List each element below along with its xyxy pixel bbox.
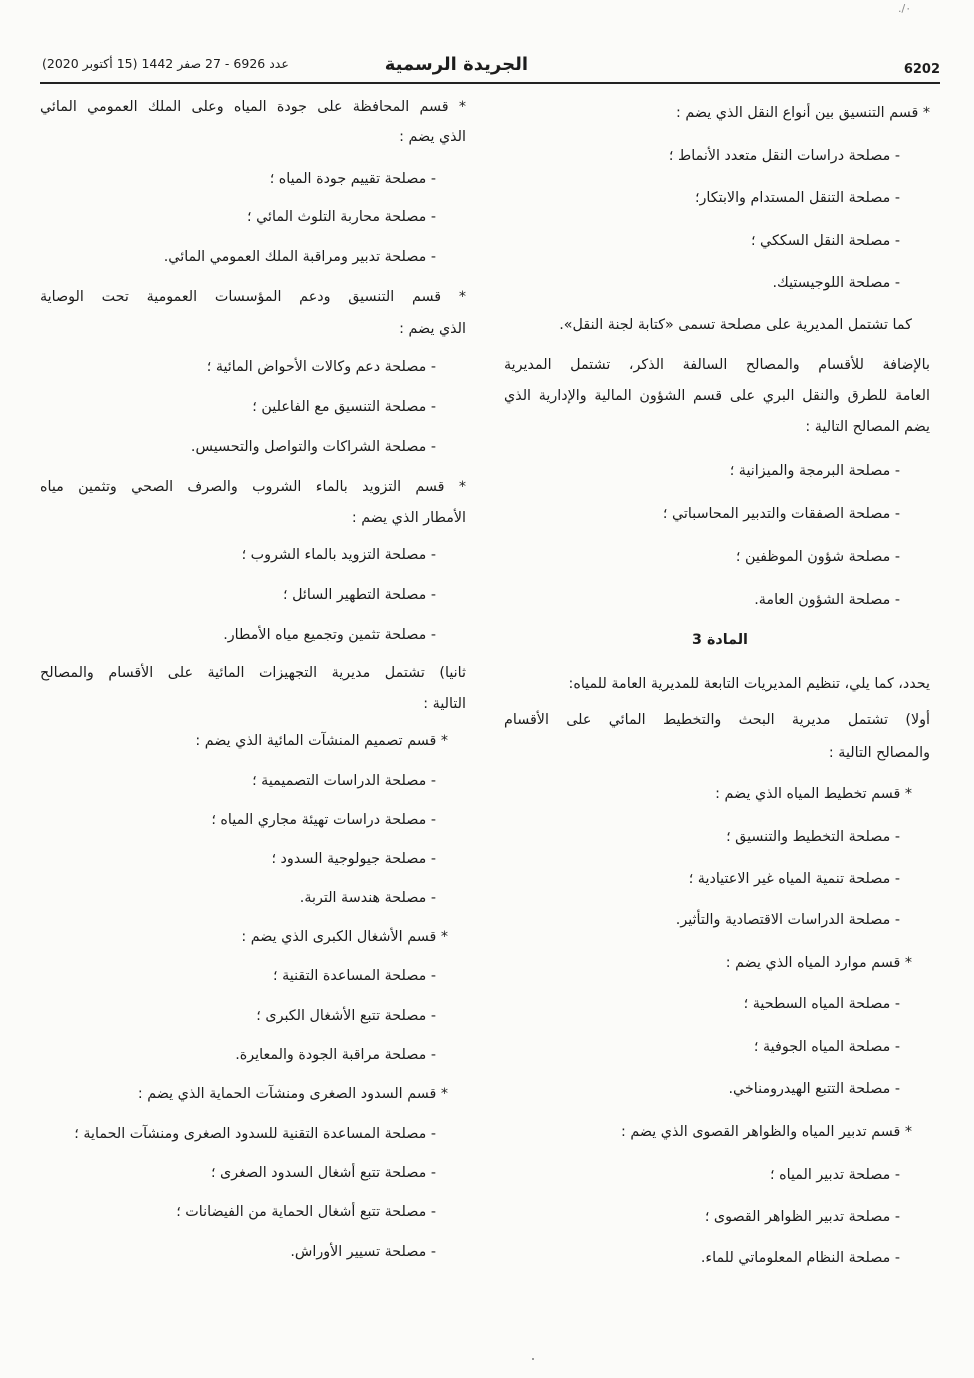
service-item: - مصلحة المياه السطحية ؛ (743, 996, 900, 1012)
section-heading: * قسم تدبير المياه والظواهر القصوى الذي يضم : (620, 1124, 912, 1140)
service-item: - مصلحة تسيير الأوراش. (290, 1244, 436, 1260)
service-item: - مصلحة مراقبة الجودة والمعايرة. (235, 1047, 436, 1063)
service-item: - مصلحة جيولوجية السدود ؛ (271, 851, 436, 867)
service-item: - مصلحة المساعدة التقنية للسدود الصغرى ومنشآت الحماية ؛ (74, 1126, 436, 1142)
article-title: المادة 3 (692, 632, 748, 648)
section-heading: الأمطار الذي يضم : (351, 510, 466, 526)
section-heading: الذي يضم : (399, 321, 466, 337)
service-item: - مصلحة المساعدة التقنية ؛ (273, 968, 436, 984)
service-item: - مصلحة التطهير السائل ؛ (283, 587, 436, 603)
service-item: - مصلحة تنمية المياه غير الاعتيادية ؛ (688, 871, 900, 887)
service-item: - مصلحة دراسات تهيئة مجاري المياه ؛ (211, 812, 436, 828)
service-item: - مصلحة النقل السككي ؛ (750, 233, 900, 249)
section-heading: * قسم التنسيق بين أنواع النقل الذي يضم : (675, 105, 930, 121)
service-item: - مصلحة تثمين وتجميع مياه الأمطار. (223, 627, 436, 643)
section-heading: * قسم تخطيط المياه الذي يضم : (715, 786, 912, 802)
paragraph-line: العامة للطرق والنقل البري على قسم الشؤون المالية والإدارية الذي (504, 388, 930, 404)
paragraph-line: يحدد، كما يلي، تنظيم المديريات التابعة للمديرية العامة للمياه: (568, 676, 930, 692)
paragraph-line: أولا) تشتمل مديرية البحث والتخطيط المائي على الأقسام (504, 712, 930, 728)
service-item: - مصلحة التزويد بالماء الشروب ؛ (241, 547, 436, 563)
service-item: - مصلحة تتبع أشغال السدود الصغرى ؛ (210, 1165, 436, 1181)
paragraph-line: بالإضافة للأقسام والمصالح السالفة الذكر، تشتمل المديرية (504, 357, 930, 373)
service-item: - مصلحة الدراسات الاقتصادية والتأثير. (675, 912, 900, 928)
paragraph-line: ثانيا) تشتمل مديرية التجهيزات المائية على الأقسام والمصالح (40, 665, 466, 681)
service-item: - مصلحة تقييم جودة المياه ؛ (269, 171, 436, 187)
paragraph-line: يضم المصالح التالية : (805, 419, 930, 435)
service-item: - مصلحة اللوجيستيك. (772, 275, 900, 291)
section-heading: * قسم السدود الصغرى ومنشآت الحماية الذي يضم : (137, 1086, 448, 1102)
paragraph-line: كما تشتمل المديرية على مصلحة تسمى «كتابة لجنة النقل». (559, 317, 912, 333)
paragraph-line: التالية : (423, 696, 466, 712)
section-heading: * قسم تصميم المنشآت المائية الذي يضم : (195, 733, 448, 749)
service-item: - مصلحة محاربة التلوث المائي ؛ (247, 209, 436, 225)
service-item: - مصلحة دعم وكالات الأحواض المائية ؛ (206, 359, 436, 375)
paragraph-line: والمصالح التالية : (828, 745, 930, 761)
service-item: - مصلحة التنسيق مع الفاعلين ؛ (252, 399, 436, 415)
service-item: - مصلحة التخطيط والتنسيق ؛ (726, 829, 900, 845)
service-item: - مصلحة تتبع أشغال الحماية من الفيضانات ؛ (176, 1204, 436, 1220)
service-item: - مصلحة تدبير ومراقبة الملك العمومي المائي. (163, 249, 436, 265)
service-item: - مصلحة الشراكات والتواصل والتحسيس. (190, 439, 436, 455)
service-item: - مصلحة المياه الجوفية ؛ (753, 1039, 900, 1055)
service-item: - مصلحة تدبير المياه ؛ (770, 1167, 900, 1183)
header-rule (40, 82, 940, 84)
section-heading: * قسم الأشغال الكبرى الذي يضم : (241, 929, 448, 945)
scan-speck (532, 1358, 534, 1360)
service-item: - مصلحة الدراسات التصميمية ؛ (252, 773, 436, 789)
section-heading: * قسم المحافظة على جودة المياه وعلى الملك العمومي المائي (40, 99, 466, 115)
service-item: - مصلحة تدبير الظواهر القصوى ؛ (704, 1209, 900, 1225)
service-item: - مصلحة الشؤون العامة. (754, 592, 900, 608)
section-heading: * قسم موارد المياه الذي يضم : (725, 955, 912, 971)
service-item: - مصلحة دراسات النقل متعدد الأنماط ؛ (668, 148, 900, 164)
service-item: - مصلحة هندسة التربة. (299, 890, 436, 906)
page-header (40, 54, 940, 80)
section-heading: الذي يضم : (399, 129, 466, 145)
service-item: - مصلحة شؤون الموظفين ؛ (735, 549, 900, 565)
service-item: - مصلحة التتبع الهيدرومناخي. (728, 1081, 900, 1097)
gazette-title: الجريدة الرسمية (384, 54, 528, 75)
issue-info: عدد 6926 - 27 صفر 1442 (15 أكتوبر 2020) (42, 56, 289, 71)
corner-mark: ٠/. (898, 2, 912, 15)
service-item: - مصلحة البرمجة والميزانية ؛ (729, 463, 900, 479)
page-number: 6202 (903, 62, 940, 77)
service-item: - مصلحة تتبع الأشغال الكبرى ؛ (256, 1008, 436, 1024)
service-item: - مصلحة التنقل المستدام والابتكار؛ (694, 190, 900, 206)
section-heading: * قسم التزويد بالماء الشروب والصرف الصحي وتثمين مياه (40, 479, 466, 495)
section-heading: * قسم التنسيق ودعم المؤسسات العمومية تحت الوصاية (40, 289, 466, 305)
service-item: - مصلحة النظام المعلوماتي للماء. (700, 1250, 900, 1266)
service-item: - مصلحة الصفقات والتدبير المحاسباتي ؛ (662, 506, 900, 522)
